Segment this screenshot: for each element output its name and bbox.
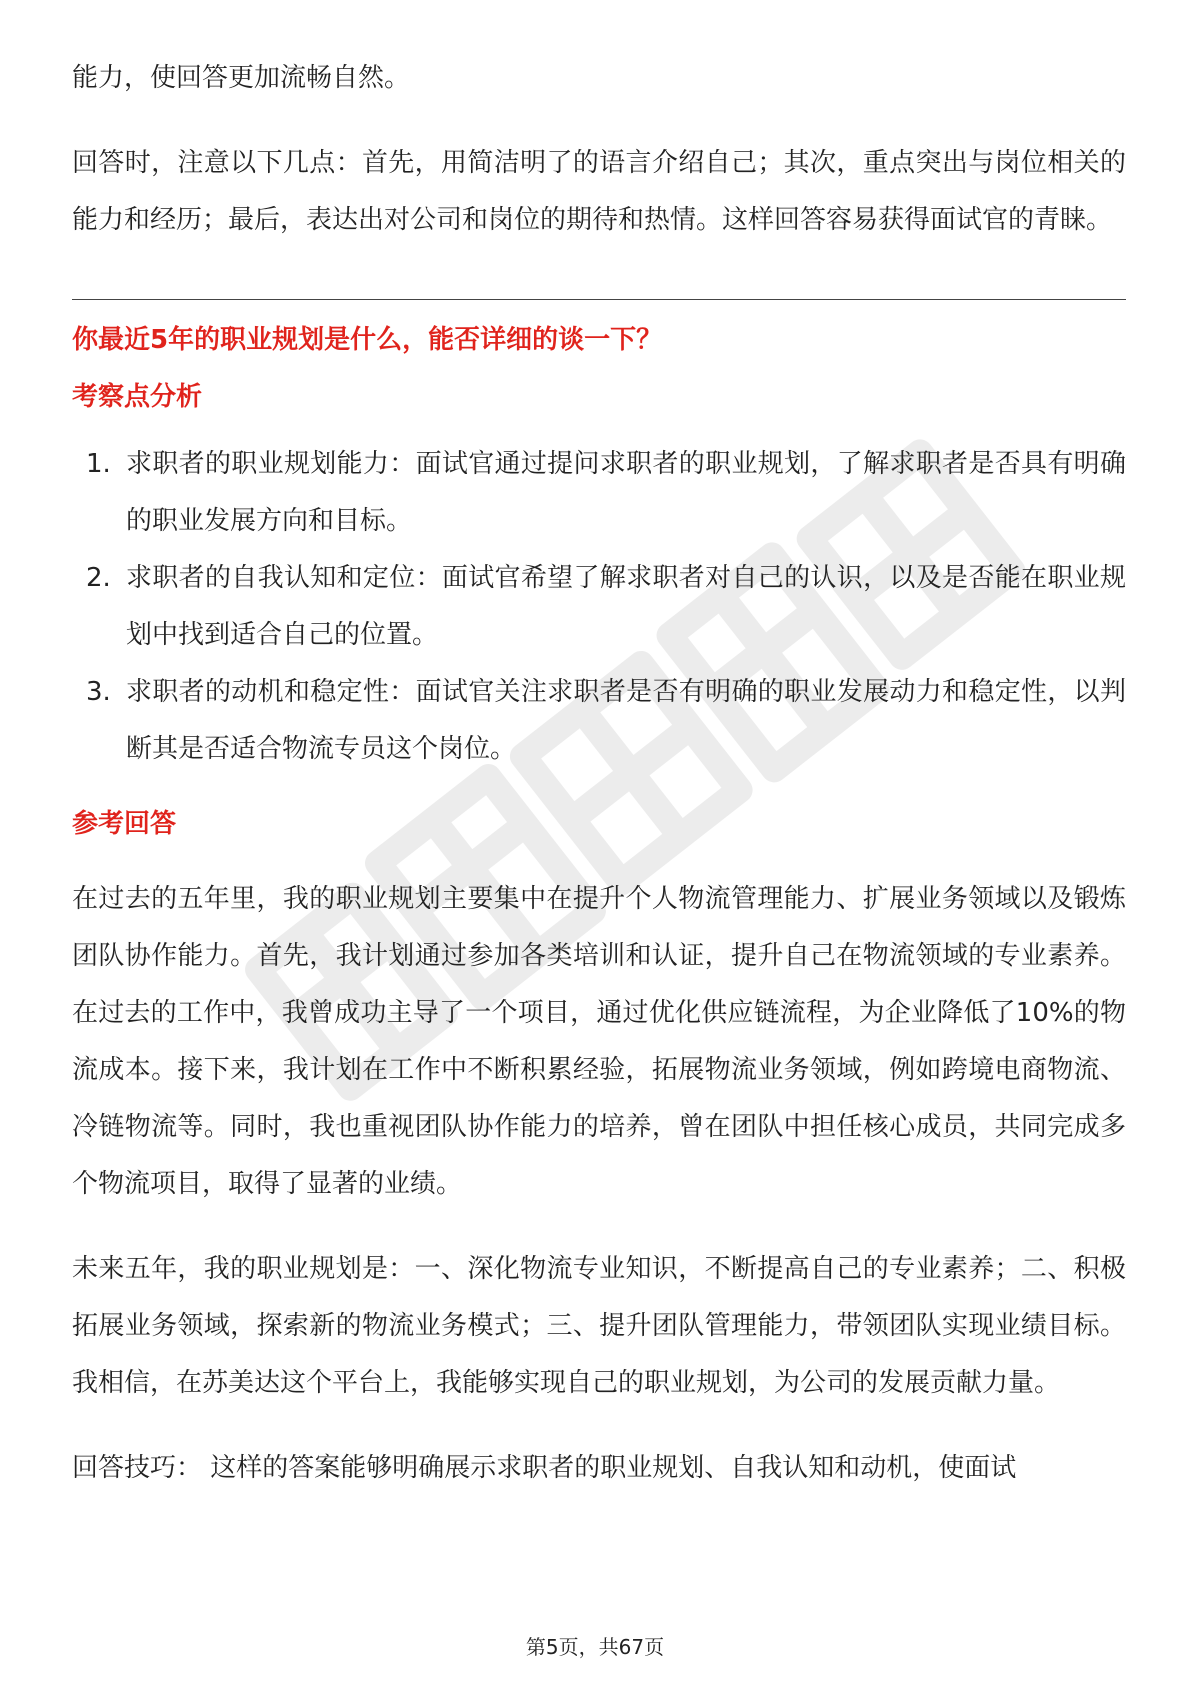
list-item-number: 3.	[86, 677, 111, 707]
list-item	[72, 550, 1126, 664]
answer-paragraph-1: 在过去的五年里，我的职业规划主要集中在提升个人物流管理能力、扩展业务领域以及锻炼团队协作能力。首先，我计划通过参加各类培训和认证，提升自己在物流领域的专业素养。在过去的工作中，我曾成功主导了一个项目，通过优化供应链流程，为企业降低了10%的物流成本。接下来，我计划在工作中不断积累经验，拓展物流业务领域，例如跨境电商物流、冷链物流等。同时，我也重视团队协作能力的培养，曾在团队中担任核心成员，共同完成多个物流项目，取得了显著的业绩。	[72, 884, 1126, 1199]
list-item	[72, 664, 1126, 778]
section-divider	[72, 299, 1126, 300]
list-item-text: 求职者的动机和稳定性：面试官关注求职者是否有明确的职业发展动力和稳定性，以判断其是否适合物流专员这个岗位。	[126, 677, 1126, 764]
list-item-text: 求职者的职业规划能力：面试官通过提问求职者的职业规划，了解求职者是否具有明确的职业发展方向和目标。	[126, 449, 1126, 536]
answer-paragraph-2: 未来五年，我的职业规划是：一、深化物流专业知识，不断提高自己的专业素养；二、积极拓展业务领域，探索新的物流业务模式；三、提升团队管理能力，带领团队实现业绩目标。我相信，在苏美达这个平台上，我能够实现自己的职业规划，为公司的发展贡献力量。	[72, 1254, 1126, 1398]
list-item-number: 2.	[86, 563, 111, 593]
analysis-points-list	[72, 436, 1126, 778]
answer-heading: 参考回答	[72, 809, 177, 839]
answer-tip-line: 回答技巧： 这样的答案能够明确展示求职者的职业规划、自我认知和动机，使面试	[72, 1453, 1017, 1483]
list-item-text: 求职者的自我认知和定位：面试官希望了解求职者对自己的认识，以及是否能在职业规划中找到适合自己的位置。	[126, 563, 1126, 650]
list-item	[72, 436, 1126, 550]
page-content	[72, 50, 1126, 1497]
list-item-number: 1.	[86, 449, 111, 479]
analysis-heading: 考察点分析	[72, 382, 203, 412]
intro-tips-paragraph: 回答时，注意以下几点：首先，用简洁明了的语言介绍自己；其次，重点突出与岗位相关的能力和经历；最后，表达出对公司和岗位的期待和热情。这样回答容易获得面试官的青睐。	[72, 148, 1126, 235]
page-number-footer: 第5页，共67页	[525, 1635, 665, 1659]
question-title: 你最近5年的职业规划是什么，能否详细的谈一下？	[72, 325, 663, 355]
intro-line: 能力，使回答更加流畅自然。	[72, 63, 411, 93]
